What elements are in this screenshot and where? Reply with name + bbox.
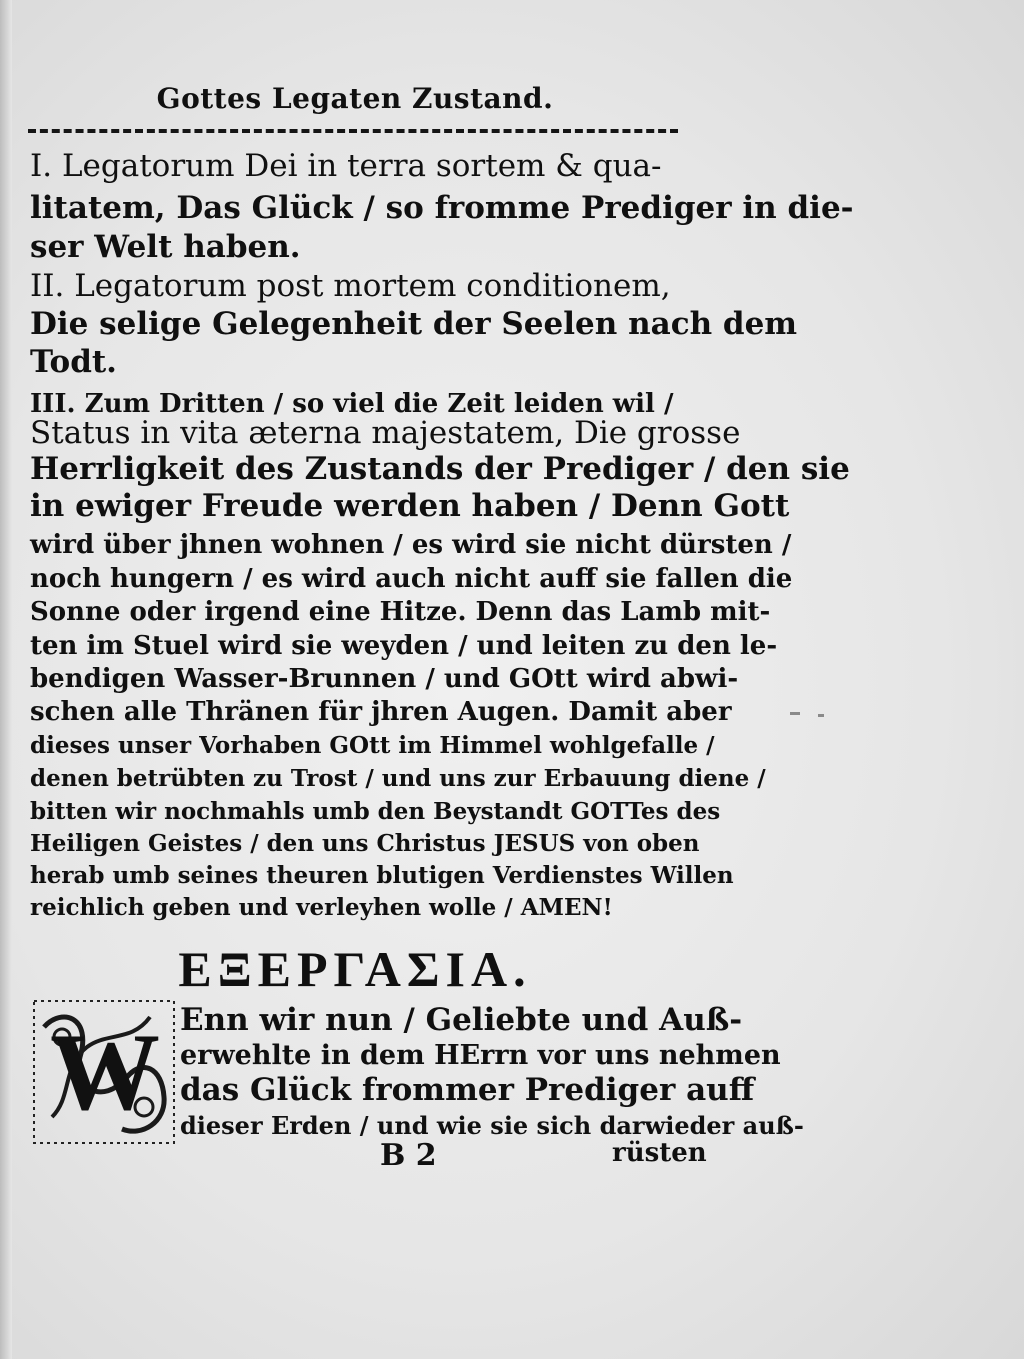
text-line: bendigen Wasser-Brunnen / und GOtt wird abwi-	[30, 664, 739, 694]
text-line: dieses unser Vorhaben GOtt im Himmel wohlgefalle /	[30, 732, 715, 759]
text-line: ser Welt haben.	[30, 229, 301, 265]
text-line: III. Zum Dritten / so viel die Zeit leiden wil /	[30, 389, 674, 419]
text-line: Sonne oder irgend eine Hitze. Denn das Lamb mit-	[30, 597, 771, 627]
signature-mark: B 2	[380, 1138, 437, 1173]
text-line: Enn wir nun / Geliebte und Auß-	[180, 1002, 743, 1038]
text-line: wird über jhnen wohnen / es wird sie nicht dürsten /	[30, 530, 792, 560]
text-line: schen alle Thränen für jhren Augen. Damit aber	[30, 697, 732, 727]
text-line: Herrligkeit des Zustands der Prediger / den sie	[30, 451, 850, 487]
initial-letter: W	[50, 1011, 160, 1133]
text-line: Heiligen Geistes / den uns Christus JESUS von oben	[30, 830, 700, 857]
text-line: erwehlte in dem HErrn vor uns nehmen	[180, 1040, 781, 1071]
catchword: rüsten	[612, 1138, 707, 1168]
text-line: noch hungern / es wird auch nicht auff sie fallen die	[30, 564, 793, 594]
running-title: Gottes Legaten Zustand.	[156, 82, 554, 115]
section-title: ΕΞΕΡΓΑΣΙΑ.	[178, 941, 532, 997]
text-line: reichlich geben und verleyhen wolle / AMEN!	[30, 894, 613, 921]
decorated-initial	[32, 997, 178, 1147]
text-line: herab umb seines theuren blutigen Verdienstes Willen	[30, 862, 734, 889]
specks	[790, 712, 800, 715]
text-line: ten im Stuel wird sie weyden / und leiten zu den le-	[30, 631, 778, 661]
text-line: I. Legatorum Dei in terra sortem & qua-	[30, 148, 662, 184]
text-line: Status in vita æterna majestatem, Die grosse	[30, 415, 741, 451]
text-line: litatem, Das Glück / so fromme Prediger in die-	[30, 190, 854, 226]
text-line: dieser Erden / und wie sie sich darwieder auß-	[180, 1111, 804, 1140]
text-line: bitten wir nochmahls umb den Beystandt GOTTes des	[30, 798, 721, 825]
text-line: Todt.	[30, 344, 117, 380]
text-line: denen betrübten zu Trost / und uns zur Erbauung diene /	[30, 765, 766, 792]
header-rule	[28, 129, 678, 133]
text-line: II. Legatorum post mortem conditionem,	[30, 268, 671, 304]
text-line: in ewiger Freude werden haben / Denn Gott	[30, 488, 790, 524]
text-line: Die selige Gelegenheit der Seelen nach dem	[30, 306, 798, 342]
text-line: das Glück frommer Prediger auff	[180, 1072, 755, 1108]
page-gutter-shadow	[0, 0, 12, 1359]
specks	[818, 714, 824, 717]
